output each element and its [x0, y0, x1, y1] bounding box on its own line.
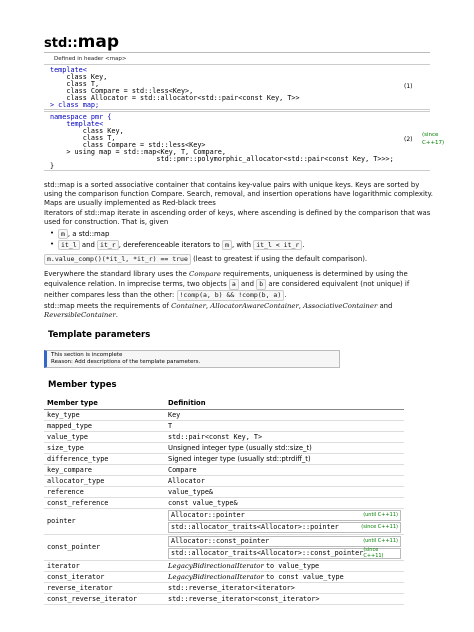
versioned-def	[168, 548, 401, 559]
compare-link[interactable]: Compare	[189, 270, 221, 278]
bullet-text: , with	[232, 241, 252, 249]
member-name: reference	[44, 486, 165, 497]
member-name: pointer	[44, 508, 165, 534]
member-def: Key	[165, 409, 404, 420]
def-text: std::allocator_traits<Allocator>::const_pointer	[171, 549, 364, 557]
member-name: const_iterator	[44, 571, 165, 582]
def-text: std::allocator_traits<Allocator>::pointer	[171, 523, 339, 531]
decl2-line: class T,	[50, 134, 116, 142]
decl1-line: > class map;	[50, 101, 100, 109]
description-p1: std::map is a sorted associative container that contains key-value pairs with unique keys. Keys are sorted by using the comparison function Compare. Search, removal, and insertion operations have logarithmic complexity. Maps are usually implemented as Red-black trees	[44, 181, 433, 207]
bullet-text: , dereferenceable iterators to	[118, 241, 220, 249]
defined-in-header: Defined in header <map>	[54, 56, 127, 62]
member-def	[165, 571, 404, 582]
def-text: Allocator::const_pointer	[171, 537, 270, 545]
member-name: key_compare	[44, 464, 165, 475]
bullet-text: , a std::map	[67, 230, 110, 238]
member-def: const value_type&	[165, 497, 404, 508]
code-chip: m	[222, 240, 232, 250]
code-chip: a	[229, 279, 239, 290]
since-text: C++17)	[422, 140, 445, 146]
versioned-def	[168, 510, 401, 521]
table-row	[44, 442, 404, 453]
declaration-1	[44, 64, 430, 110]
code-chip: b	[256, 279, 266, 290]
p3-text: (least to greatest if using the default comparison).	[193, 255, 368, 263]
decl1-line: class Key,	[50, 73, 108, 81]
table-row	[44, 497, 404, 508]
code-chip: it_r	[97, 240, 119, 250]
decl1-line: class T,	[50, 80, 100, 88]
member-def	[165, 508, 404, 534]
bullet-iterators	[58, 240, 304, 250]
decl2-line: class Key,	[50, 127, 124, 135]
p4-text: and	[241, 280, 255, 288]
code-chip: m.value_comp()(*it_l, *it_r) == true	[44, 254, 191, 265]
member-def: std::reverse_iterator<const_iterator>	[165, 593, 404, 604]
p4-text: requirements, uniqueness is determined by using the equivalence relation. In imprecise terms, two objects	[44, 270, 408, 288]
version-badge: (since C++11)	[363, 547, 384, 559]
since-text: (since	[422, 132, 439, 138]
bullet-text: and	[81, 241, 95, 249]
decl2-line: }	[50, 162, 55, 170]
member-def: std::reverse_iterator<iterator>	[165, 582, 404, 593]
member-def: Compare	[165, 464, 404, 475]
member-def: Allocator	[165, 475, 404, 486]
code-chip: !comp(a, b) && !comp(b, a)	[177, 290, 285, 301]
description-p4	[44, 270, 434, 301]
member-types-table	[44, 398, 404, 605]
incomplete-notice	[44, 350, 340, 368]
table-row	[44, 593, 404, 604]
member-def: std::pair<const Key, T>	[165, 431, 404, 442]
description-p2: Iterators of std::map iterate in ascending order of keys, where ascending is defined by the comparison that was used for construction. That is, given	[44, 209, 431, 226]
version-badge: (since C++11)	[361, 524, 398, 530]
code-chip: it_l < it_r	[253, 240, 302, 250]
container-link[interactable]: Container	[171, 302, 206, 310]
member-def: T	[165, 420, 404, 431]
description-p5: std::map meets the requirements of Container, AllocatorAwareContainer, AssociativeContainer and ReversibleContainer.	[44, 302, 393, 319]
decl2-line: namespace pmr {	[50, 113, 112, 121]
table-row	[44, 560, 404, 571]
member-def: Unsigned integer type (usually std::size_t)	[165, 442, 404, 453]
p5-text: std::map meets the requirements of	[44, 302, 169, 310]
def-text: Allocator::pointer	[171, 511, 245, 519]
p5-text: .	[115, 311, 118, 319]
decl2-number: (2)	[404, 136, 413, 143]
member-def: value_type&	[165, 486, 404, 497]
member-def	[165, 560, 404, 571]
associative-container-link[interactable]: AssociativeContainer	[303, 302, 378, 310]
member-types-heading: Member types	[48, 380, 117, 390]
bullet-text: .	[302, 241, 305, 249]
table-row	[44, 453, 404, 464]
title-prefix: std::	[44, 36, 78, 51]
iterator-concept-link[interactable]: LegacyBidirectionalIterator	[168, 561, 264, 570]
member-def	[165, 534, 404, 560]
version-badge: (until C++11)	[363, 512, 398, 518]
member-name: difference_type	[44, 453, 165, 464]
decl2-line: template<	[50, 120, 104, 128]
table-row	[44, 464, 404, 475]
member-name: iterator	[44, 560, 165, 571]
decl1-line: class Compare = std::less<Key>,	[50, 87, 194, 95]
member-name: const_pointer	[44, 534, 165, 560]
member-name: size_type	[44, 442, 165, 453]
def-text: to const value_type	[265, 572, 344, 581]
member-name: value_type	[44, 431, 165, 442]
table-row	[44, 508, 404, 534]
p4-text: .	[284, 291, 287, 299]
version-badge: (until C++11)	[363, 538, 398, 544]
table-row	[44, 571, 404, 582]
decl1-number: (1)	[404, 83, 413, 90]
decl2-line: std::pmr::polymorphic_allocator<std::pair<const Key, T>>>;	[50, 155, 394, 163]
column-header: Member type	[44, 398, 165, 409]
member-name: const_reverse_iterator	[44, 593, 165, 604]
decl2-line: class Compare = std::less<Key>	[50, 141, 206, 149]
member-name: mapped_type	[44, 420, 165, 431]
table-row	[44, 420, 404, 431]
code-chip: it_l	[58, 240, 80, 250]
decl2-since-badge	[422, 131, 444, 147]
decl1-line: class Allocator = std::allocator<std::pair<const Key, T>>	[50, 94, 300, 102]
template-parameters-heading: Template parameters	[48, 330, 151, 340]
allocator-aware-container-link[interactable]: AllocatorAwareContainer	[210, 302, 299, 310]
notice-title: This section is incomplete	[51, 352, 123, 358]
bullet-container	[58, 229, 109, 239]
declaration-2	[44, 111, 445, 171]
versioned-def	[168, 522, 401, 533]
decl2-line: > using map = std::map<Key, T, Compare,	[50, 148, 226, 156]
p5-text: and	[379, 302, 393, 310]
member-name: const_reference	[44, 497, 165, 508]
title-divider	[44, 52, 430, 53]
def-text: to value_type	[265, 561, 320, 570]
column-header: Definition	[165, 398, 404, 409]
table-row	[44, 475, 404, 486]
member-name: reverse_iterator	[44, 582, 165, 593]
title-main: map	[77, 32, 120, 52]
decl1-line: template<	[50, 66, 87, 74]
p4-text: are considered equivalent (not unique) if neither compares less than the other:	[44, 280, 410, 299]
member-def: Signed integer type (usually std::ptrdiff_t)	[165, 453, 404, 464]
table-row	[44, 409, 404, 420]
member-name: allocator_type	[44, 475, 165, 486]
table-row	[44, 431, 404, 442]
table-row	[44, 534, 404, 560]
table-row	[44, 486, 404, 497]
p4-text: Everywhere the standard library uses the	[44, 270, 187, 278]
iterator-concept-link[interactable]: LegacyBidirectionalIterator	[168, 572, 264, 581]
code-chip: m	[58, 229, 68, 239]
notice-reason: Reason: Add descriptions of the template parameters.	[51, 359, 201, 365]
table-header-row	[44, 398, 404, 409]
versioned-def	[168, 536, 401, 547]
page-title	[44, 32, 119, 52]
description-p3	[44, 254, 434, 265]
table-row	[44, 582, 404, 593]
member-name: key_type	[44, 409, 165, 420]
reversible-container-link[interactable]: ReversibleContainer	[44, 311, 116, 319]
